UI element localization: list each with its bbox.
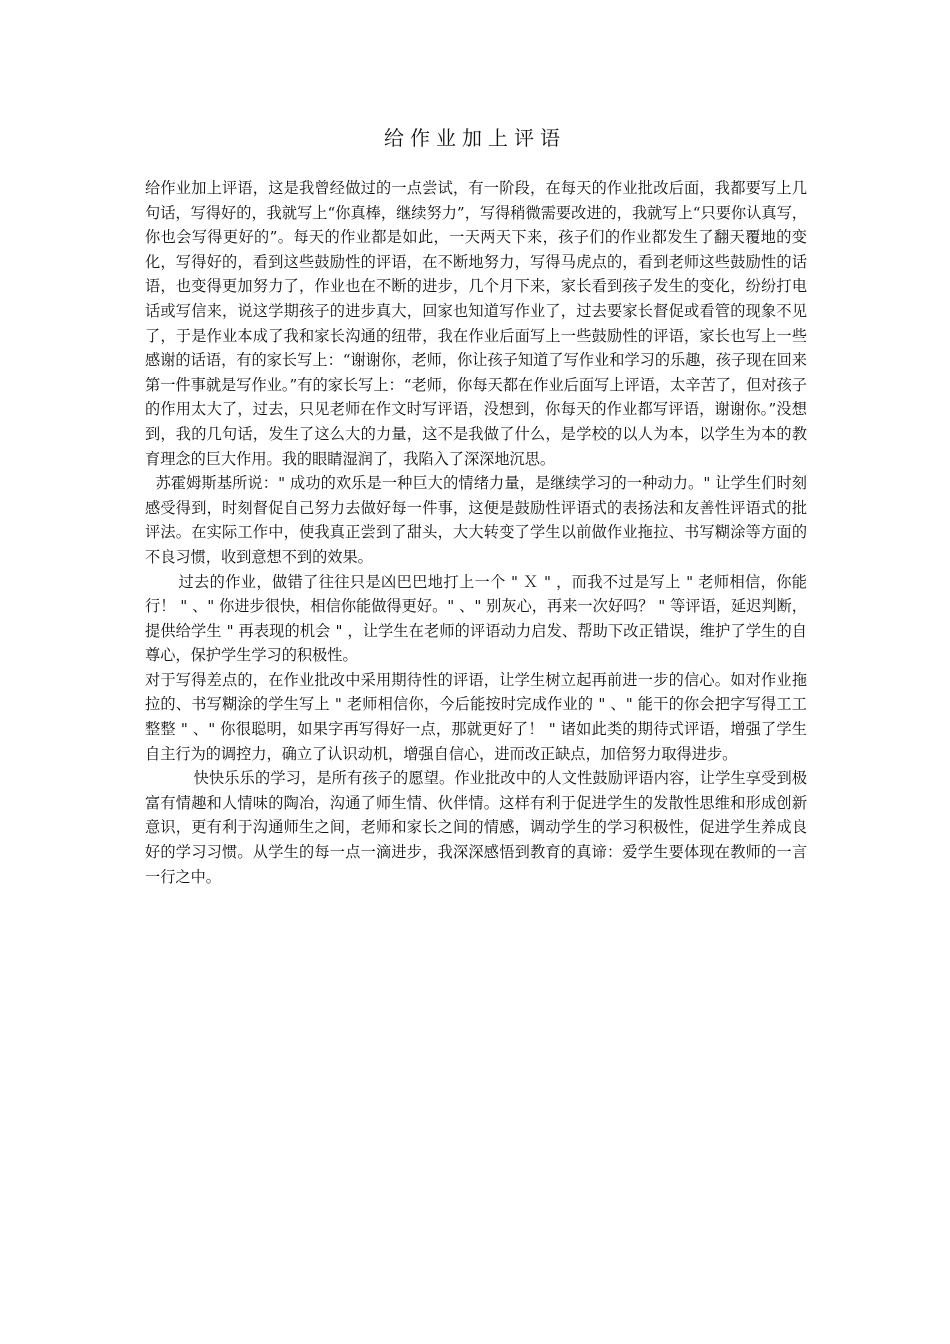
document-title: 给作业加上评语 <box>384 126 566 150</box>
paragraph-3: 过去的作业，做错了往往只是凶巴巴地打上一个 " Ｘ " ，而我不过是写上 " 老师相信，你能行！ " 、" 你进步很快，相信你能做得更好。" 、" 别灰心，再来一次好吗？ " 等评语，延迟判断，提供给学生 " 再表现的机会 " ，让学生在老师的评语动力启发、帮助下改正错误，维护了学生的自尊心，保护学生学习的积极性。 <box>145 572 807 665</box>
paragraph-5: 快快乐乐的学习，是所有孩子的愿望。作业批改中的人文性鼓励评语内容，让学生享受到极富有情趣和人情味的陶冶，沟通了师生情、伙伴情。这样有利于促进学生的发散性思维和形成创新意识，更有利于沟通师生之间，老师和家长之间的情感，调动学生的学习积极性，促进学生养成良好的学习习惯。从学生的每一点一滴进步，我深深感悟到教育的真谛：爱学生要体现在教师的一言一行之中。 <box>145 769 807 886</box>
document-body <box>145 176 807 889</box>
paragraph-1: 给作业加上评语，这是我曾经做过的一点尝试，有一阶段，在每天的作业批改后面，我都要写上几句话，写得好的，我就写上“你真棒，继续努力”，写得稍微需要改进的，我就写上“只要你认真写，你也会写得更好的”。每天的作业都是如此，一天两天下来，孩子们的作业都发生了翻天覆地的变化，写得好的，看到这些鼓励性的评语，在不断地努力，写得马虎点的，看到老师这些鼓励性的话语，也变得更加努力了，作业也在不断的进步，几个月下来，家长看到孩子发生的变化，纷纷打电话或写信来，说这学期孩子的进步真大，回家也知道写作业了，过去要家长督促或看管的现象不见了，于是作业本成了我和家长沟通的纽带，我在作业后面写上一些鼓励性的评语，家长也写上一些感谢的话语，有的家长写上：“谢谢你，老师，你让孩子知道了写作业和学习的乐趣，孩子现在回来第一件事就是写作业。”有的家长写上：“老师，你每天都在作业后面写上评语，太辛苦了，但对孩子的作用太大了，过去，只见老师在作文时写评语，没想到，你每天的作业都写评语，谢谢你。”没想到，我的几句话，发生了这么大的力量，这不是我做了什么，是学校的以人为本，以学生为本的教育理念的巨大作用。我的眼睛湿润了，我陷入了深深地沉思。 <box>145 179 807 468</box>
paragraph-4: 对于写得差点的，在作业批改中采用期待性的评语，让学生树立起再前进一步的信心。如对作业拖拉的、书写糊涂的学生写上 " 老师相信你，今后能按时完成作业的 " 、" 能干的你会把字写得工工整整 " 、" 你很聪明，如果字再写得好一点，那就更好了！ " 诸如此类的期待式评语，增强了学生自主行为的调控力，确立了认识动机，增强自信心，进而改正缺点，加倍努力取得进步。 <box>145 670 807 763</box>
paragraph-2: 苏霍姆斯基所说：" 成功的欢乐是一种巨大的情绪力量，是继续学习的一种动力。" 让学生们时刻感受得到，时刻督促自己努力去做好每一件事，这便是鼓励性评语式的表扬法和友善性评语式的批评法。在实际工作中，使我真正尝到了甜头，大大转变了学生以前做作业拖拉、书写糊涂等方面的不良习惯，收到意想不到的效果。 <box>145 474 807 566</box>
